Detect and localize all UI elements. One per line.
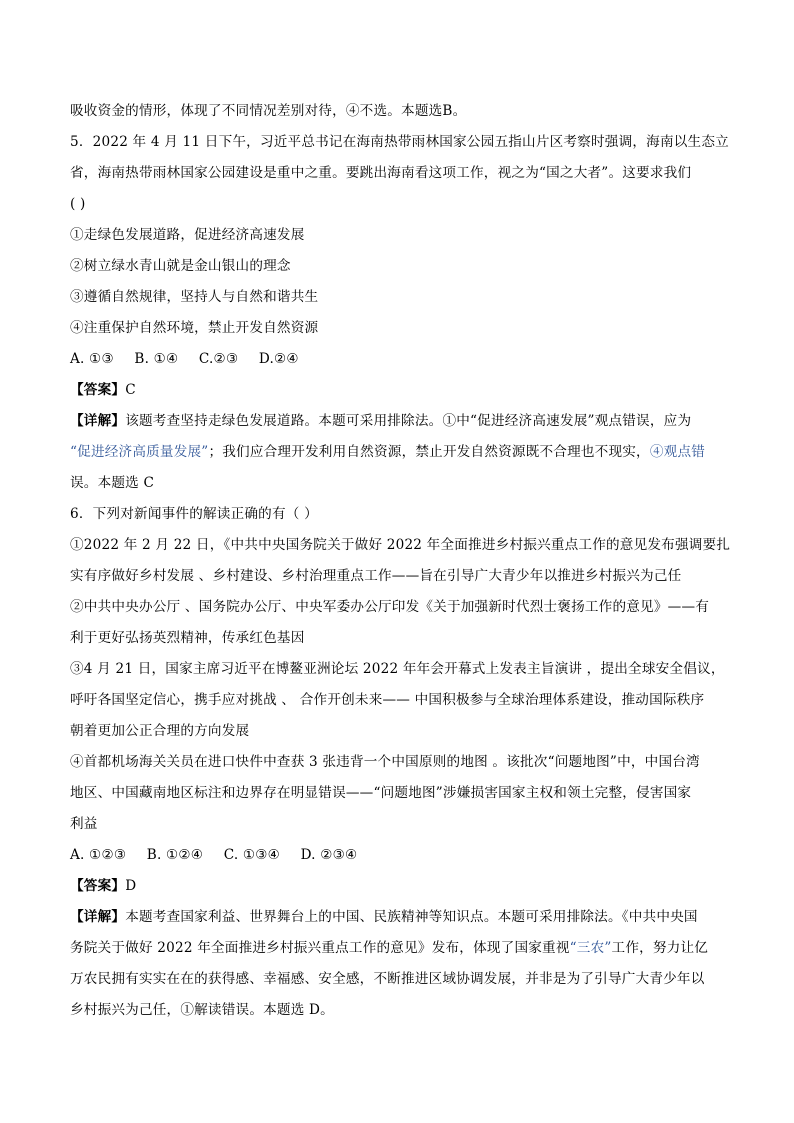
q6-detail-line-3: 万农民拥有实实在在的获得感、幸福感、安全感，不断推进区域协调发展，并非是为了引导广大青少年以 <box>70 971 705 987</box>
document-page <box>70 96 730 1026</box>
q6-choice-b: B. ①②④ <box>146 847 204 863</box>
q5-option-3: ③遵循自然规律，坚持人与自然和谐共生 <box>70 289 319 305</box>
q6-item-4-line-2: 地区、中国藏南地区标注和边界存在明显错误——“问题地图”涉嫌损害国家主权和领土完整，侵害国家 <box>70 785 692 801</box>
q6-detail-line-1 <box>70 902 730 933</box>
q5-choices <box>70 344 730 375</box>
q5-option-4: ④注重保护自然环境，禁止开发自然资源 <box>70 320 319 336</box>
q6-item-2-line-1: ②中共中央办公厅 、国务院办公厅、中央军委办公厅印发《关于加强新时代烈士褒扬工作的意见》——有 <box>70 599 710 615</box>
q4-tail: 吸收资金的情形，体现了不同情况差别对待，④不选。本题选B。 <box>70 103 467 119</box>
q5-choice-a: A. ①③ <box>70 351 114 367</box>
q6-item-4-line-3: 利益 <box>70 816 98 832</box>
q6-item-2-line-2: 利于更好弘扬英烈精神，传承红色基因 <box>70 630 305 646</box>
q6-choice-a: A. ①②③ <box>70 847 127 863</box>
q6-item-1-line-2: 实有序做好乡村发展 、乡村建设、乡村治理重点工作——旨在引导广大青少年以推进乡村振兴为己任 <box>70 568 682 584</box>
q6-detail-highlight: “三农” <box>569 940 612 956</box>
q5-blank: ( ) <box>70 196 86 212</box>
q5-choice-c: C.②③ <box>198 351 239 367</box>
q5-answer <box>70 375 730 406</box>
q6-item-3-line-1: ③4 月 21 日，国家主席习近平在博鳌亚洲论坛 2022 年年会开幕式上发表主旨演讲 ，提出全球安全倡议， <box>70 661 725 677</box>
q6-detail-text-2a: 务院关于做好 2022 年全面推进乡村振兴重点工作的意见》发布，体现了国家重视 <box>70 940 570 956</box>
q5-stem-line-1: 5．2022 年 4 月 11 日下午，习近平总书记在海南热带雨林国家公园五指山片区考察时强调，海南以生态立 <box>70 134 729 150</box>
q6-detail-line-2 <box>70 933 730 964</box>
q6-choice-d: D. ②③④ <box>300 847 358 863</box>
q6-answer <box>70 871 730 902</box>
q6-detail-text-1: 本题考查国家利益、世界舞台上的中国、民族精神等知识点。本题可采用排除法。《中共中央国 <box>125 909 698 925</box>
q5-detail-text-2: ；我们应合理开发利用自然资源，禁止开发自然资源既不合理也不现实， <box>208 444 650 460</box>
q5-detail-highlight-1: “促进经济高质量发展” <box>70 444 209 460</box>
q6-answer-value: D <box>125 878 137 894</box>
q5-choice-d: D.②④ <box>258 351 299 367</box>
q6-item-3-line-2: 呼吁各国坚定信心，携手应对挑战 、 合作开创未来—— 中国积极参与全球治理体系建设，推动国际秩序 <box>70 692 705 708</box>
q5-detail-highlight-2: ④观点错 <box>649 444 706 460</box>
q6-detail-tag: 【详解】 <box>70 909 126 925</box>
q5-detail-line-1 <box>70 406 730 437</box>
q5-detail-line-3: 误。本题选 C <box>70 475 155 491</box>
q6-choice-c: C. ①③④ <box>223 847 281 863</box>
q6-detail-text-2b: 工作，努力让亿 <box>611 940 709 956</box>
q6-stem: 6．下列对新闻事件的解读正确的有（ ） <box>70 506 318 522</box>
q5-answer-tag: 【答案】 <box>70 382 126 398</box>
q5-stem-line-2: 省，海南热带雨林国家公园建设是重中之重。要跳出海南看这项工作，视之为“国之大者”。这要求我们 <box>70 165 692 181</box>
q5-option-1: ①走绿色发展道路，促进经济高速发展 <box>70 227 305 243</box>
q6-item-1-line-1: ①2022 年 2 月 22 日，《中共中央国务院关于做好 2022 年全面推进乡村振兴重点工作的意见发布强调要扎 <box>70 537 731 553</box>
q5-option-2: ②树立绿水青山就是金山银山的理念 <box>70 258 291 274</box>
q5-detail-text-1: 该题考查坚持走绿色发展道路。本题可采用排除法。①中“促进经济高速发展”观点错误，应为 <box>125 413 692 429</box>
q5-detail-line-2 <box>70 437 730 468</box>
q5-answer-value: C <box>125 382 136 398</box>
q6-item-4-line-1: ④首都机场海关关员在进口快件中查获 3 张违背一个中国原则的地图 。该批次“问题地图”中，中国台湾 <box>70 754 700 770</box>
q5-detail-tag: 【详解】 <box>70 413 126 429</box>
q6-item-3-line-3: 朝着更加公正合理的方向发展 <box>70 723 250 739</box>
q6-detail-line-4: 乡村振兴为己任，①解读错误。本题选 D。 <box>70 1002 334 1018</box>
q6-answer-tag: 【答案】 <box>70 878 126 894</box>
q6-choices <box>70 840 730 871</box>
q5-choice-b: B. ①④ <box>134 351 179 367</box>
